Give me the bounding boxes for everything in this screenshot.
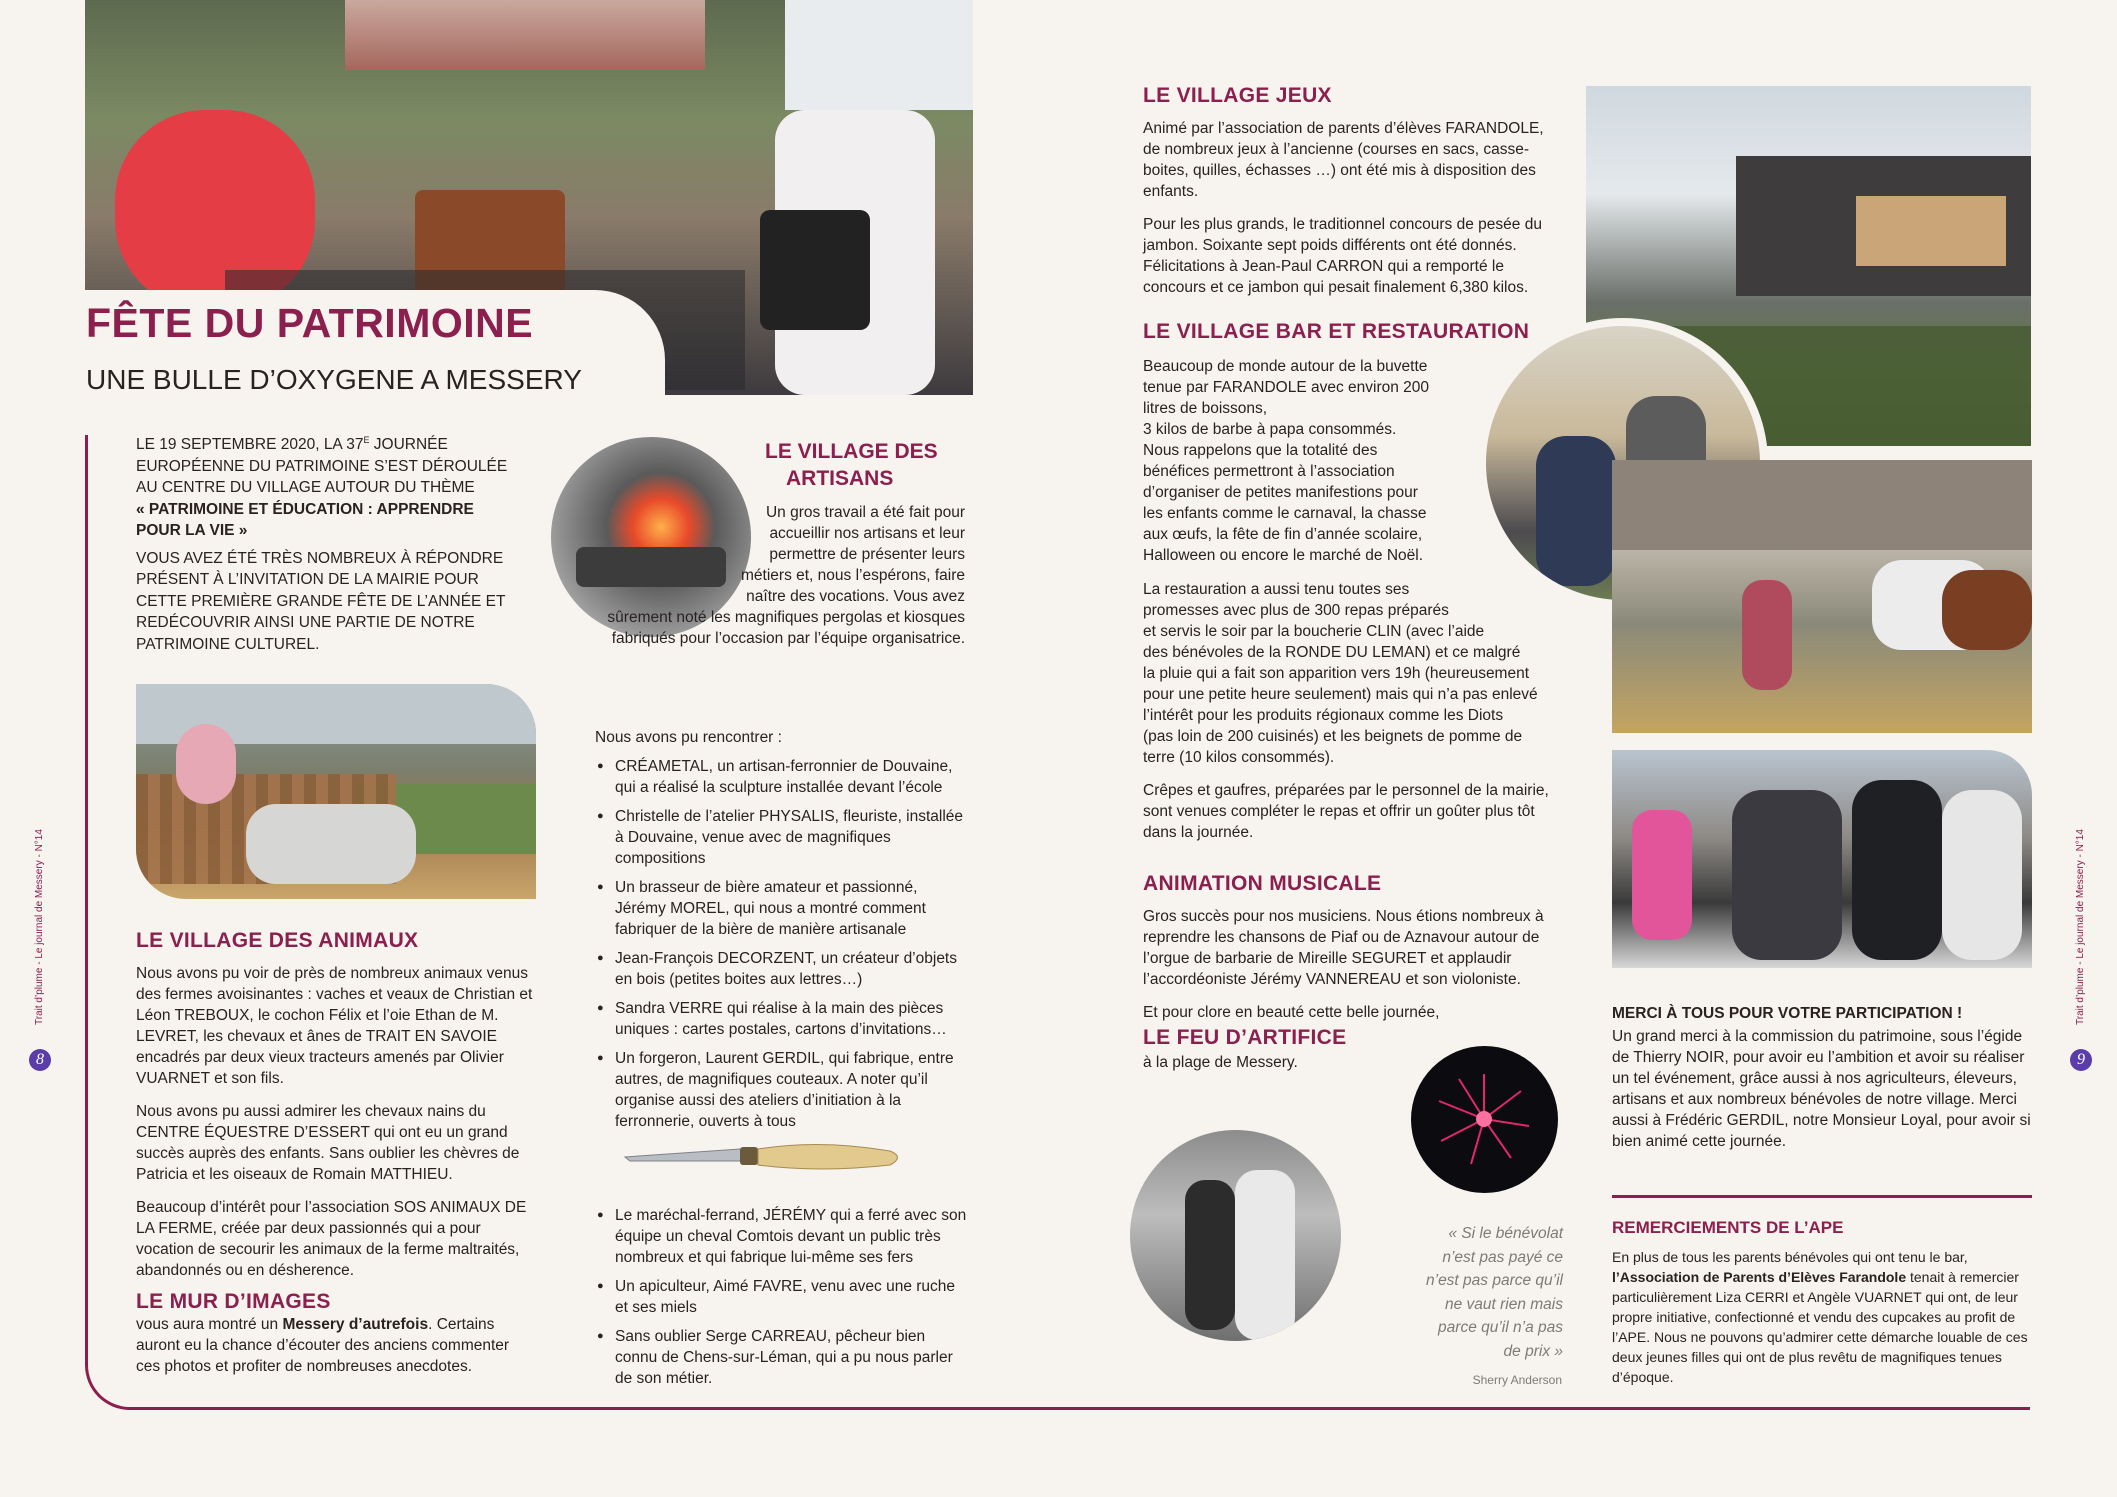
ape-pre: En plus de tous les parents bénévoles qui ont tenu le bar, [1612,1249,1968,1265]
merci-p1: Un grand merci à la commission du patrimoine, sous l’égide de Thierry NOIR, pour avoir eu l’ambition et avoir su réaliser un tel événement, grâce aussi à nos agriculteurs, éleveurs, artisans et aux nombreux bénévoles de notre village. Merci aussi à Frédéric GERDIL, notre Monsieur Loyal, pour avoir si bien animé cette journée. [1612,1028,2031,1150]
ape-title: REMERCIEMENTS DE L’APE [1612,1218,1844,1237]
photo-horses [1612,460,2032,733]
mur-bold: Messery d’autrefois [282,1316,429,1333]
fireworks-burst [1411,1046,1558,1193]
intro-text [136,430,516,655]
intro-sup: E [363,435,370,445]
side-label-right: Trait d’plume - Le journal de Messery - N°14 [2075,829,2086,1025]
bar-line: La restauration a aussi tenu toutes ses [1143,581,1410,598]
bar-line: terre (10 kilos consommés). [1143,749,1335,766]
artisans-list-2 [595,1205,970,1397]
artisan-item: ● Un forgeron, Laurent GERDIL, qui fabrique, entre autres, de magnifiques couteaux. A noter qu’il organise aussi des ateliers d’initiation à la ferronnerie, ouverts à tous [595,1048,970,1132]
bar-line: Beaucoup de monde autour de la buvette [1143,358,1428,375]
artisans-title1: LE VILLAGE DES [765,440,938,463]
page-number-left: 8 [29,1049,51,1071]
page-number-right: 9 [2070,1049,2092,1071]
feu-title: LE FEU D’ARTIFICE [1143,1026,1347,1049]
quote-line: n’est pas payé ce [1442,1248,1563,1266]
artisans-title2: ARTISANS [786,467,894,490]
artisan-item: ● CRÉAMETAL, un artisan-ferronnier de Douvaine, qui a réalisé la sculpture installée devant l’école [595,756,970,798]
bar-title: LE VILLAGE BAR ET RESTAURATION [1143,320,1530,343]
artisan-item: ● Jean-François DECORZENT, un créateur d’objets en bois (petites boites aux lettres…) [595,948,970,990]
quote-line: de prix » [1503,1342,1563,1360]
artisans-bullet-list-2 [595,1205,970,1389]
quote-block [1395,1222,1563,1363]
page-subtitle: UNE BULLE D’OXYGENE A MESSERY [86,364,582,395]
quote-line: parce qu’il n’a pas [1438,1319,1563,1336]
intro-line1: LE 19 SEPTEMBRE 2020, LA 37 [136,436,364,454]
quote-line: n’est pas parce qu’il [1426,1272,1563,1289]
mur-title: LE MUR D’IMAGES [136,1290,331,1313]
artisan-item: ● Christelle de l’atelier PHYSALIS, fleuriste, installée à Douvaine, venue avec de magnifiques compositions [595,806,970,869]
intro-para2: VOUS AVEZ ÉTÉ TRÈS NOMBREUX À RÉPONDRE PRÉSENT À L’INVITATION DE LA MAIRIE POUR CETTE PREMIÈRE GRANDE FÊTE DE L’ANNÉE ET REDÉCOUVRIR AINSI UNE PARTIE DE NOTRE PATRIMOINE CULTUREL. [136,549,506,653]
jeux-p1: Animé par l’association de parents d’élèves FARANDOLE, de nombreux jeux à l’ancienne (courses en sacs, casse-boites, quilles, échasses …) ont été mis à disposition des enfants. [1143,120,1544,200]
artisan-item: ● Un brasseur de bière amateur et passionné, Jérémy MOREL, qui nous a montré comment fabriquer de la bière de manière artisanale [595,877,970,940]
ape-bold: l’Association de Parents d’Elèves Farandole [1612,1269,1907,1285]
bar-line: litres de boissons, [1143,400,1268,417]
photo-girls-costume [1130,1130,1341,1341]
bar-p3-block [1143,780,1563,855]
musique-title: ANIMATION MUSICALE [1143,872,1382,895]
bar-line: bénéfices permettront à l’association [1143,463,1395,480]
photo-knife [620,1135,910,1180]
feu-p1: à la plage de Messery. [1143,1054,1298,1071]
animaux-section [136,930,536,1377]
bar-line: promesses avec plus de 300 repas préparés [1143,602,1449,619]
bar-line: Nous rappelons que la totalité des [1143,442,1378,459]
animaux-title: LE VILLAGE DES ANIMAUX [136,929,419,952]
photo-crepes [1612,750,2032,968]
bar-line: les enfants comme le carnaval, la chasse [1143,505,1427,522]
mur-text [136,1314,536,1377]
artisans-lead: Nous avons pu rencontrer : [595,729,782,746]
animaux-p2: Nous avons pu aussi admirer les chevaux nains du CENTRE ÉQUESTRE D’ESSERT qui ont eu un grand succès auprès des enfants. Sans oublier les chèvres de Patricia et les oiseaux de Romain MATTHIEU. [136,1103,520,1183]
artisans-p1: Un gros travail a été fait pour accueillir nos artisans et leur permettre de présenter leurs métiers et, nous l’espérons, faire naître des vocations. Vous avez sûrement noté les magnifiques pergolas et kiosques fabriqués pour l’occasion par l’équipe organisatrice. [607,504,965,647]
animaux-p3: Beaucoup d’intérêt pour l’association SOS ANIMAUX DE LA FERME, créée par deux passionnés qui a pour vocation de secourir les animaux de la ferme maltraités, abandonnés ou en désherence. [136,1199,527,1279]
quote-line: ne vaut rien mais [1444,1295,1563,1313]
bar-line: 3 kilos de barbe à papa consommés. [1143,421,1397,438]
mur-pre: vous aura montré un [136,1316,283,1333]
intro-line1b: JOURNÉE EUROPÉENNE DU PATRIMOINE S’EST DÉROULÉE AU CENTRE DU VILLAGE AUTOUR DU THÈME [136,436,508,497]
ape-post: tenait à remercier particulièrement Liza CERRI et Angèle VUARNET qui ont, de leur propre initiative, confectionné et vendu des cupcakes au profit de l’APE. Nous ne pouvons qu’admirer cette démarche louable de ces deux jeunes filles qui ont de plus revêtu de magnifiques tenues d’époque. [1612,1269,2028,1385]
bar-line: d’organiser de petites manifestions pour [1143,484,1418,501]
artisans-bullet-list [595,756,970,1132]
bar-lines-2 [1143,579,1563,768]
bar-line: (pas loin de 200 cuisinés) et les beignets de pomme de [1143,728,1523,745]
artisan-item: ● Un apiculteur, Aimé FAVRE, venu avec une ruche et ses miels [595,1276,970,1318]
bar-line: et servis le soir par la boucherie CLIN (avec l’aide [1143,623,1485,640]
ape-text [1612,1247,2032,1387]
merci-divider [1612,1195,2032,1198]
photo-fireworks [1411,1046,1558,1193]
jeux-title: LE VILLAGE JEUX [1143,84,1332,107]
side-label-left: Trait d’plume - Le journal de Messery - N°14 [34,829,45,1025]
quote-line: « Si le bénévolat [1448,1225,1563,1242]
jeux-p2: Pour les plus grands, le traditionnel concours de pesée du jambon. Soixante sept poids différents ont été donnés. Félicitations à Jean-Paul CARRON qui a remporté le concours et ce jambon qui pesait finalement 6,380 kilos. [1143,216,1542,296]
animaux-p1: Nous avons pu voir de près de nombreux animaux venus des fermes avoisinantes : vaches et veaux de Christian et Léon TREBOUX, le cochon Félix et l’oie Ethan de M. LEVRET, les chevaux et ânes de TRAIT EN SAVOIE encadrés par deux vieux tracteurs amenés par Olivier VUARNET et son fils. [136,965,533,1087]
bar-line: la pluie qui a fait son apparition vers 19h (heureusement [1143,665,1530,682]
bar-line: aux œufs, la fête de fin d’année scolaire, [1143,526,1423,543]
knife-illustration [620,1135,910,1180]
photo-pony [136,684,536,899]
quote-author: Sherry Anderson [1472,1373,1562,1387]
musique-p1: Gros succès pour nos musiciens. Nous étions nombreux à reprendre les chansons de Piaf ou de Aznavour autour de l’orgue de barbarie de Mireille SEGURET et applaudir l’accordéoniste Jérémy VANNEREAU et son violoniste. [1143,908,1544,988]
artisans-intro [595,502,965,661]
artisan-item: ● Sandra VERRE qui réalise à la main des pièces uniques : cartes postales, cartons d’invitations… [595,998,970,1040]
page-title: FÊTE DU PATRIMOINE [86,300,534,346]
artisan-item: ● Sans oublier Serge CARREAU, pêcheur bien connu de Chens-sur-Léman, qui a pu nous parler de son métier. [595,1326,970,1389]
bar-p3: Crêpes et gaufres, préparées par le personnel de la mairie, sont venues compléter le repas et offrir un goûter plus tôt dans la journée. [1143,782,1549,841]
jeux-section [1143,85,1558,310]
merci-section [1612,1003,2032,1164]
merci-title: MERCI À TOUS POUR VOTRE PARTICIPATION ! [1612,1005,1963,1022]
musique-p2: Et pour clore en beauté cette belle journée, [1143,1004,1440,1021]
bar-line: des bénévoles de la RONDE DU LEMAN) et ce malgré [1143,644,1521,661]
bar-line: Halloween ou encore le marché de Noël. [1143,547,1424,564]
bar-line: pour une petite heure seulement) mais qui n’a pas enlevé [1143,686,1538,703]
ape-section [1612,1218,2032,1387]
bar-line: tenue par FARANDOLE avec environ 200 [1143,379,1430,396]
intro-theme: « PATRIMOINE ET ÉDUCATION : APPRENDRE POUR LA VIE » [136,500,474,540]
bar-line: l’intérêt pour les produits régionaux comme les Diots [1143,707,1504,724]
artisan-item: ● Le maréchal-ferrand, JÉRÉMY qui a ferré avec son équipe un cheval Comtois devant un public très nombreux et qui fabrique lui-même ses fers [595,1205,970,1268]
mur-post: . Certains auront eu la chance d’écouter des anciens commenter ces photos et profiter de nombreuses anecdotes. [136,1316,510,1375]
artisans-list [595,727,970,1140]
artisans-title-block [765,440,938,491]
